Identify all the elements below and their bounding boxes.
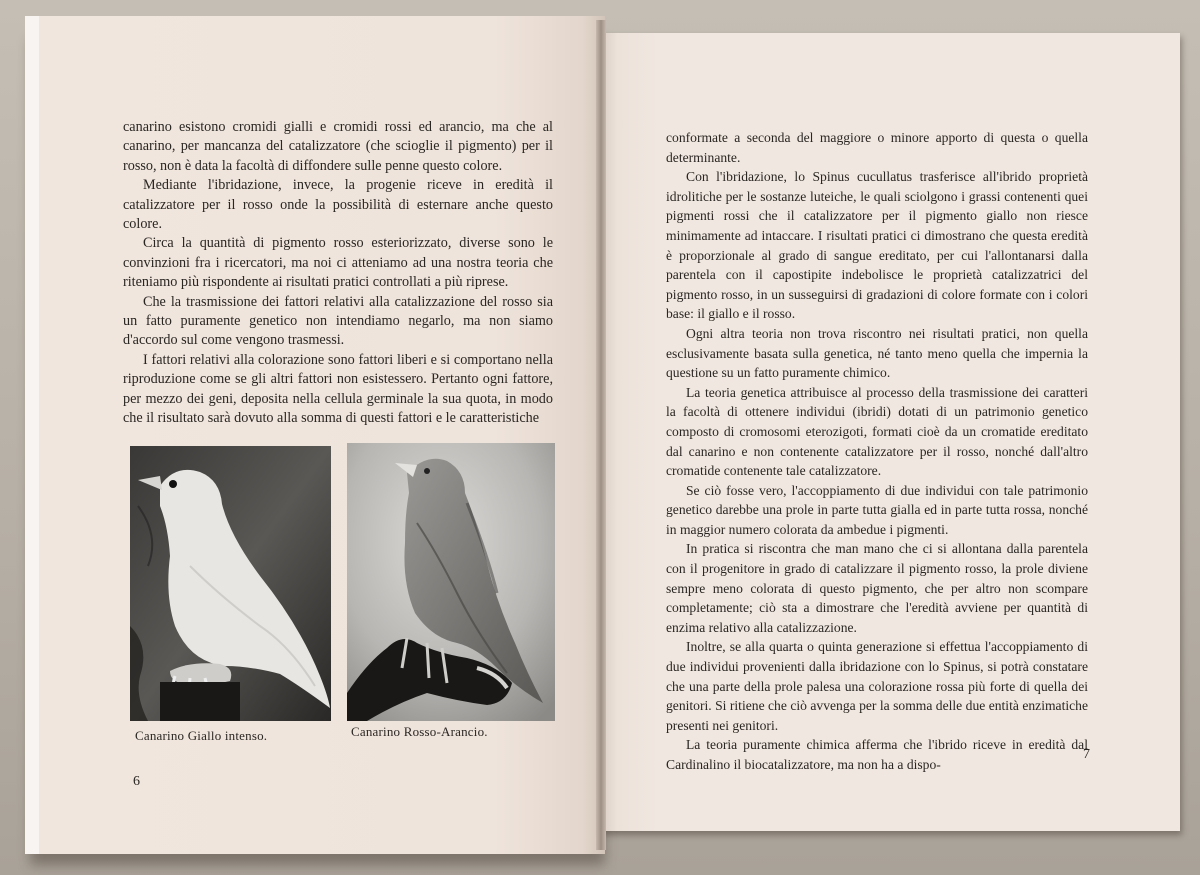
caption-photo-2: Canarino Rosso-Arancio. xyxy=(351,724,488,739)
right-paragraph-3: Ogni altra teoria non trova riscontro nei risultati pratici, non quella esclusivamente basata sulla genetica, né tanto meno quella che impernia la questione su un fatto puramente chimico. xyxy=(666,325,1088,381)
page-number-left: 6 xyxy=(133,774,140,789)
left-paragraph-5: I fattori relativi alla colorazione sono fattori liberi e si comportano nella riproduzione come se gli altri fattori non esistessero. Pertanto ogni fattore, per mezzo dei geni, deposita nella cellula germinale la sua quota, in modo che il risultato sarà dovuto alla somma di questi fattori e le caratteristiche xyxy=(123,351,553,427)
right-page-text xyxy=(666,128,1088,775)
left-paragraph-1: canarino esistono cromidi gialli e cromidi rossi ed arancio, ma che al canarino, per mancanza del catalizzatore (che scioglie il pigmento) per il rosso, non è data la facoltà di diffondere sulle penne questo colore. xyxy=(123,119,553,174)
right-paragraph-1: conformate a seconda del maggiore o minore apporto di questa o quella determinante. xyxy=(666,130,1088,165)
page-number-right: 7 xyxy=(1083,747,1090,762)
right-paragraph-2: Con l'ibridazione, lo Spinus cucullatus trasferisce all'ibrido proprietà idrolitiche per le sostanze luteiche, le quali sciolgono i grassi contenenti quei pigmenti rossi che il catalizzatore per il pigmento giallo non riesce minimamente ad intaccare. I risultati pratici ci dimostrano che questa eredità è proporzionale al grado di sangue ereditato, per cui l'allontanarsi dalla parentela con il capostipite indebolisce le proprietà catalizzatrici del pigmento rosso, in un susseguirsi di gradazioni di colore formate con i colori base: il giallo e il rosso. xyxy=(666,169,1088,322)
photo-canarino-giallo xyxy=(130,446,331,721)
right-paragraph-7: Inoltre, se alla quarta o quinta generazione si effettua l'accoppiamento di due individui provenienti dalla ibridazione con lo Spinus, si potrà constatare che una parte della prole palesa una colorazione rossa più forte di quella dei genitori. Si ritiene che ciò avvenga per la somma delle due entità enzimatiche presenti nei genitori. xyxy=(666,639,1088,733)
right-paragraph-5: Se ciò fosse vero, l'accoppiamento di due individui con tale patrimonio genetico darebbe una prole in parte tutta gialla ed in parte tutta rossa, nonché in maggior numero colorata da ambedue i pigmenti. xyxy=(666,482,1088,537)
left-paragraph-4: Che la trasmissione dei fattori relativi alla catalizzazione del rosso sia un fatto puramente genetico non intendiamo negarlo, ma non siamo d'accordo sul come vengono trasmessi. xyxy=(123,293,553,349)
caption-photo-1: Canarino Giallo intenso. xyxy=(135,728,268,743)
left-paragraph-3: Circa la quantità di pigmento rosso esteriorizzato, diverse sono le convinzioni fra i ricercatori, ma noi ci atteniamo ad una nostra teoria che riteniamo più rispondente ai risultati pratici controllati a più riprese. xyxy=(123,235,553,291)
photo-canarino-rosso-arancio xyxy=(347,443,555,721)
right-paragraph-6: In pratica si riscontra che man mano che ci si allontana dalla parentela con il progenitore in grado di catalizzare il pigmento rosso, la prole diviene sempre meno colorata di questo pigmento, che per altro non scompare completamente; ciò sta a dimostrare che l'eredità avviene per quantità di enzima relativo alla catalizzazione. xyxy=(666,541,1088,635)
canary-red-orange-illustration xyxy=(347,443,555,721)
book-gutter xyxy=(596,20,606,850)
left-paragraph-2: Mediante l'ibridazione, invece, la progenie riceve in eredità il catalizzatore per il rosso onde la possibilità di esternare anche questo colore. xyxy=(123,177,553,233)
right-paragraph-4: La teoria genetica attribuisce al processo della trasmissione dei caratteri la facoltà di ottenere individui (ibridi) dotati di un patrimonio genetico composto di cromosomi eterozigoti, formati cioè da un cromatide ereditato dal canarino e non contenente catalizzatore per il rosso, nonché dall'altro cromatide contenente tale catalizzatore. xyxy=(666,384,1088,479)
canary-yellow-illustration xyxy=(130,446,331,721)
left-page-text xyxy=(123,118,553,429)
right-paragraph-8: La teoria puramente chimica afferma che l'ibrido riceve in eredità dal Cardinalino il biocatalizzatore, ma non ha a dispo- xyxy=(666,737,1088,772)
